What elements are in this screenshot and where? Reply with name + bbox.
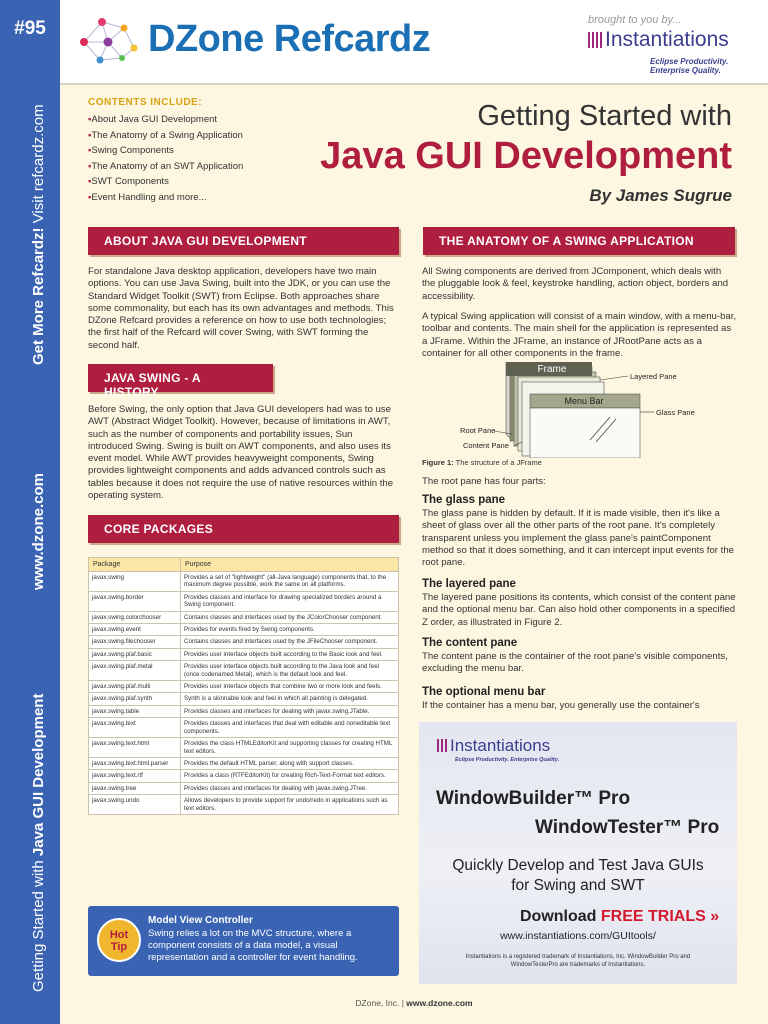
table-row [89,718,399,738]
ad-brand-name: Instantiations [450,736,551,755]
contents-item[interactable]: ▪ The Anatomy of an SWT Application [88,159,243,175]
instantiations-ad[interactable] [419,722,737,984]
purpose-cell: Provides a set of "lightweight" (all-Java language) components that, to the maximum degree possible, work the same on all platforms. [181,572,399,592]
ad-free-trials: FREE TRIALS » [600,908,720,925]
ad-legal-2: WindowTesterPro are trademarks of Instantiations. [510,961,646,968]
purpose-cell: Provides the class HTMLEditorKit and supporting classes for creating HTML text editors. [181,738,399,758]
ad-brand-mark-icon [437,739,448,752]
package-cell: javax.swing.text.rtf [89,770,181,782]
heading-layered-pane: The layered pane [422,578,516,590]
purpose-cell: Provides user interface objects built according to the Java look and feel (once codenamed Metal), which is the default look and feel. [181,661,399,681]
side-strip [0,0,60,1024]
sponsor-name: Instantiations [605,28,729,51]
table-row [89,770,399,782]
badge-line-2: Tip [110,941,128,953]
hot-tip-body: Swing relies a lot on the MVC structure, where a component consists of a data model, a visual representation and a controller for event handling. [148,928,358,963]
vertical-title-bold: Java GUI Development [30,693,47,857]
table-row [89,624,399,636]
ad-product-1: WindowBuilder™ Pro [436,788,631,809]
author-byline: By James Sugrue [589,186,732,205]
contents-list [88,112,243,205]
package-cell: javax.swing.text [89,718,181,738]
package-cell: javax.swing.plaf.basic [89,648,181,660]
purpose-cell: Provides a class (RTFEditorKit) for creating Rich-Text-Format text editors. [181,770,399,782]
anatomy-paragraph-2: A typical Swing application will consist of a main window, with a menu-bar, toolbar and contents. The main shell for the application is represented as a JFrame. Within the JFrame, an instance of JRootPane acts as a container for all other components in the frame. [422,311,737,359]
ad-product-2: WindowTester™ Pro [535,817,720,838]
table-header-package: Package [89,558,181,572]
anatomy-paragraph-1: All Swing components are derived from JComponent, which deals with the pluggable look & feel, keystroke handling, action object, borders and accessibility. [422,266,729,302]
table-row [89,636,399,648]
contents-item[interactable]: ▪ The Anatomy of a Swing Application [88,128,243,144]
table-row [89,757,399,769]
dzone-network-icon [78,14,140,66]
ad-tagline-2: for Swing and SWT [511,877,645,894]
dzone-site-link[interactable]: www.dzone.com [30,473,47,590]
menu-bar-label: Menu Bar [564,396,604,406]
sponsor-logo[interactable] [588,28,729,52]
caption-text: The structure of a JFrame [453,458,542,467]
table-header-purpose: Purpose [181,558,399,572]
table-row [89,738,399,758]
hot-tip-title: Model View Controller [148,915,253,926]
package-cell: javax.swing.text.html [89,738,181,758]
purpose-cell: Provides the default HTML parser, along with support classes. [181,757,399,769]
contents-heading: CONTENTS INCLUDE: [88,97,203,108]
promo-link: Visit refcardz.com [30,104,47,228]
purpose-cell: Provides user interface objects built according to the Basic look and feel. [181,648,399,660]
table-row [89,782,399,794]
contents-item[interactable]: ▪ Event Handling and more... [88,190,243,206]
core-packages-body [89,572,399,815]
table-row [89,572,399,592]
package-cell: javax.swing.filechooser [89,636,181,648]
contents-item[interactable]: ▪ About Java GUI Development [88,112,243,128]
core-packages-table [88,557,399,815]
hot-tip-badge [97,918,141,962]
figure-caption [422,458,542,467]
section-header-about: ABOUT JAVA GUI DEVELOPMENT [88,227,399,255]
ad-legal-1: Instantiations is a registered trademark of Instantiations, Inc. WindowBuilder Pro and [465,954,691,960]
table-row [89,693,399,705]
package-cell: javax.swing.plaf.metal [89,661,181,681]
contents-item[interactable]: ▪ SWT Components [88,174,243,190]
package-cell: javax.swing [89,572,181,592]
menu-bar-paragraph: If the container has a menu bar, you generally use the container's [422,700,700,711]
contents-include [88,97,243,205]
package-cell: javax.swing.table [89,705,181,717]
table-row [89,681,399,693]
purpose-cell: Provides for events fired by Swing components. [181,624,399,636]
section-header-history: JAVA SWING - A HISTORY [88,364,273,392]
refcardz-promo[interactable] [30,104,47,365]
table-row [89,705,399,717]
caption-label: Figure 1: [422,458,454,467]
title-prefix: Getting Started with [477,100,732,132]
contents-item[interactable]: ▪ Swing Components [88,143,243,159]
root-pane-label: Root Pane [460,426,496,435]
purpose-cell: Provides user interface objects that combine two or more look and feels. [181,681,399,693]
page-footer [60,998,768,1008]
footer-separator: | [399,998,407,1008]
ad-brand-tagline: Eclipse Productivity. Enterprise Quality. [455,757,560,763]
table-row [89,591,399,611]
purpose-cell: Synth is a skinnable look and feel in which all painting is delegated. [181,693,399,705]
sponsor-tagline: Eclipse Productivity. Enterprise Quality. [650,57,729,75]
table-row [89,661,399,681]
footer-site-link[interactable]: www.dzone.com [406,998,473,1008]
heading-menu-bar: The optional menu bar [422,686,546,698]
package-cell: javax.swing.undo [89,795,181,815]
about-paragraph: For standalone Java desktop application, developers have two main options. You can use Java Swing, built into the JDK, or you can use the Standard Widget Toolkit (SWT) from Eclipse. Both approaches share some commonality, but each has its own advantages and methods. This DZone Refcard provides a reference on how to use both technologies; the first half of the Refcard will cover Swing, with SWT forming the second half. [88,266,394,351]
table-row [89,795,399,815]
content-pane-paragraph: The content pane is the container of the root pane's visible components, excluding the menu bar. [422,651,728,675]
ad-url-link[interactable]: www.instantiations.com/GUItools/ [500,930,656,942]
ad-legal-text [419,954,737,969]
table-row [89,648,399,660]
badge-line-1: Hot [109,929,129,941]
header-bar [60,0,768,85]
vertical-title-light: Getting Started with [30,856,47,992]
glass-pane-label: Glass Pane [656,408,695,417]
footer-company: DZone, Inc. [355,998,400,1008]
hot-tip-box [88,906,399,976]
package-cell: javax.swing.event [89,624,181,636]
purpose-cell: Provides classes and interfaces for dealing with javax.swing.JTree. [181,782,399,794]
purpose-cell: Contains classes and interfaces used by the JColorChooser component. [181,611,399,623]
frame-label: Frame [537,364,567,375]
purpose-cell: Provides classes and interfaces for dealing with javax.swing.JTable. [181,705,399,717]
brought-by-label: brought to you by... [588,14,682,26]
purpose-cell: Allows developers to provide support for undo/redo in applications such as text editors. [181,795,399,815]
layered-pane-label: Layered Pane [630,372,677,381]
history-paragraph: Before Swing, the only option that Java GUI developers had was to use AWT (Abstract Widget Toolkit). However, because of limitations in AWT, such as the number of components and portability issues, Sun introduced Swing. Swing is built on AWT components, and also uses its event model. While AWT provides heavyweight components, Swing provides lightweight components and adds advanced controls such as tables because it does not require the use of native resources within the operating system. [88,404,394,502]
section-header-core-packages: CORE PACKAGES [88,515,399,543]
instantiations-mark-icon [588,32,602,48]
issue-number: #95 [14,18,46,39]
card-title-vertical [30,694,47,992]
ad-tagline-1: Quickly Develop and Test Java GUIs [452,857,704,874]
jframe-structure-diagram [460,362,710,458]
package-cell: javax.swing.plaf.multi [89,681,181,693]
purpose-cell: Provides classes and interfaces that deal with editable and noneditable text components. [181,718,399,738]
ad-download-text: Download [520,908,601,925]
ad-download-link[interactable] [520,908,719,926]
promo-bold: Get More Refcardz! [30,227,47,365]
glass-pane-paragraph: The glass pane is hidden by default. If it is made visible, then it's like a sheet of glass over all the other parts of the root pane. It's completely transparent unless you implement the glass pane's paintComponent method so that it does something, and it can intercept input events for the root pane. [422,508,734,569]
dzone-refcardz-logo[interactable]: DZone Refcardz [148,18,431,60]
package-cell: javax.swing.text.html.parser [89,757,181,769]
heading-glass-pane: The glass pane [422,494,506,506]
ad-brand-logo [437,736,550,756]
package-cell: javax.swing.plaf.synth [89,693,181,705]
four-parts-text: The root pane has four parts: [422,476,546,487]
package-cell: javax.swing.colorchooser [89,611,181,623]
purpose-cell: Contains classes and interfaces used by the JFileChooser component. [181,636,399,648]
layered-pane-paragraph: The layered pane positions its contents, which consist of the content pane and the optional menu bar. Can also hold other components in a specified Z order, as illustrated in Figure 2. [422,592,736,628]
section-header-anatomy: THE ANATOMY OF A SWING APPLICATION [423,227,735,255]
package-cell: javax.swing.tree [89,782,181,794]
table-row [89,611,399,623]
ad-tagline [419,856,737,896]
content-pane-label: Content Pane [463,441,509,450]
page-title: Java GUI Development [320,135,732,177]
purpose-cell: Provides classes and interface for drawing specialized borders around a Swing component. [181,591,399,611]
package-cell: javax.swing.border [89,591,181,611]
heading-content-pane: The content pane [422,637,518,649]
